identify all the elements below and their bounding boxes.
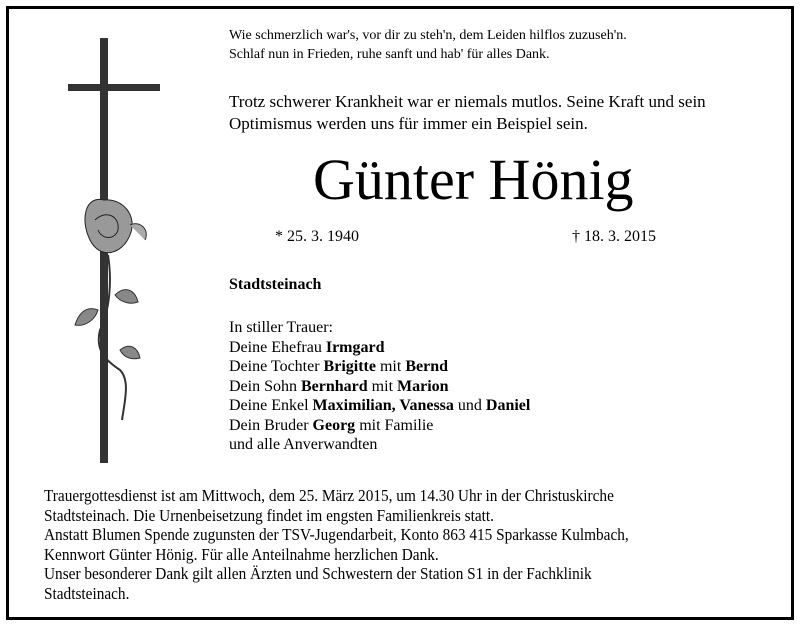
info-line: Stadtsteinach. xyxy=(44,583,130,603)
info-line: Kennwort Günter Hönig. Für alle Anteilnahme herzlichen Dank. xyxy=(44,544,439,564)
cross-with-rose-icon xyxy=(60,30,170,470)
family-intro: In stiller Trauer: xyxy=(229,319,333,336)
info-line: Anstatt Blumen Spende zugunsten der TSV-Jugendarbeit, Konto 863 415 Sparkasse Kulmbach, xyxy=(44,525,629,544)
relation: Deine Ehefrau xyxy=(229,338,326,356)
family-line xyxy=(229,416,530,436)
family-line: und alle Anverwandten xyxy=(229,436,378,453)
info-line: Trauergottesdienst ist am Mittwoch, dem 25. März 2015, um 14.30 Uhr in der Christuskirche xyxy=(44,486,614,505)
family-line xyxy=(229,338,530,358)
place: Stadtsteinach xyxy=(229,276,322,293)
relative-name: Maximilian, Vanessa xyxy=(312,397,454,414)
relation: Deine Tochter xyxy=(229,358,324,375)
connector: mit xyxy=(367,377,398,395)
relative-name: Irmgard xyxy=(325,338,385,356)
family-line xyxy=(229,377,530,397)
relation: Deine Enkel xyxy=(229,397,313,414)
relative-name: Brigitte xyxy=(323,358,376,375)
verse-line: Wie schmerzlich war's, vor dir zu steh'n, dem Leiden hilflos zuzuseh'n. xyxy=(229,28,627,43)
relative-name: Bernd xyxy=(405,358,448,375)
relative-name: Bernhard xyxy=(301,377,368,395)
quote xyxy=(229,91,706,135)
verse xyxy=(229,26,627,64)
relative-name: Daniel xyxy=(485,397,531,414)
info-line: Stadtsteinach. Die Urnenbeisetzung findet im engsten Familienkreis statt. xyxy=(44,505,494,525)
connector: und xyxy=(453,397,486,414)
relation: Dein Sohn xyxy=(229,377,301,395)
deceased-name: Günter Hönig xyxy=(313,147,634,212)
birth-date: * 25. 3. 1940 xyxy=(275,228,359,245)
relation: Dein Bruder xyxy=(229,416,313,434)
service-info xyxy=(44,486,629,603)
quote-line: Trotz schwerer Krankheit war er niemals mutlos. Seine Kraft und sein xyxy=(229,92,706,111)
info-line: Unser besonderer Dank gilt allen Ärzten und Schwestern der Station S1 in der Fachklinik xyxy=(44,564,592,583)
connector: mit xyxy=(375,358,406,375)
quote-line: Optimismus werden uns für immer ein Beispiel sein. xyxy=(229,114,588,133)
relative-name: Georg xyxy=(312,416,356,434)
family-line xyxy=(229,396,530,416)
family-line xyxy=(229,357,530,377)
connector: mit Familie xyxy=(355,416,434,434)
verse-line: Schlaf nun in Frieden, ruhe sanft und hab' für alles Dank. xyxy=(229,47,550,62)
family-list xyxy=(229,318,530,455)
relative-name: Marion xyxy=(397,377,449,395)
death-date: † 18. 3. 2015 xyxy=(572,228,656,245)
